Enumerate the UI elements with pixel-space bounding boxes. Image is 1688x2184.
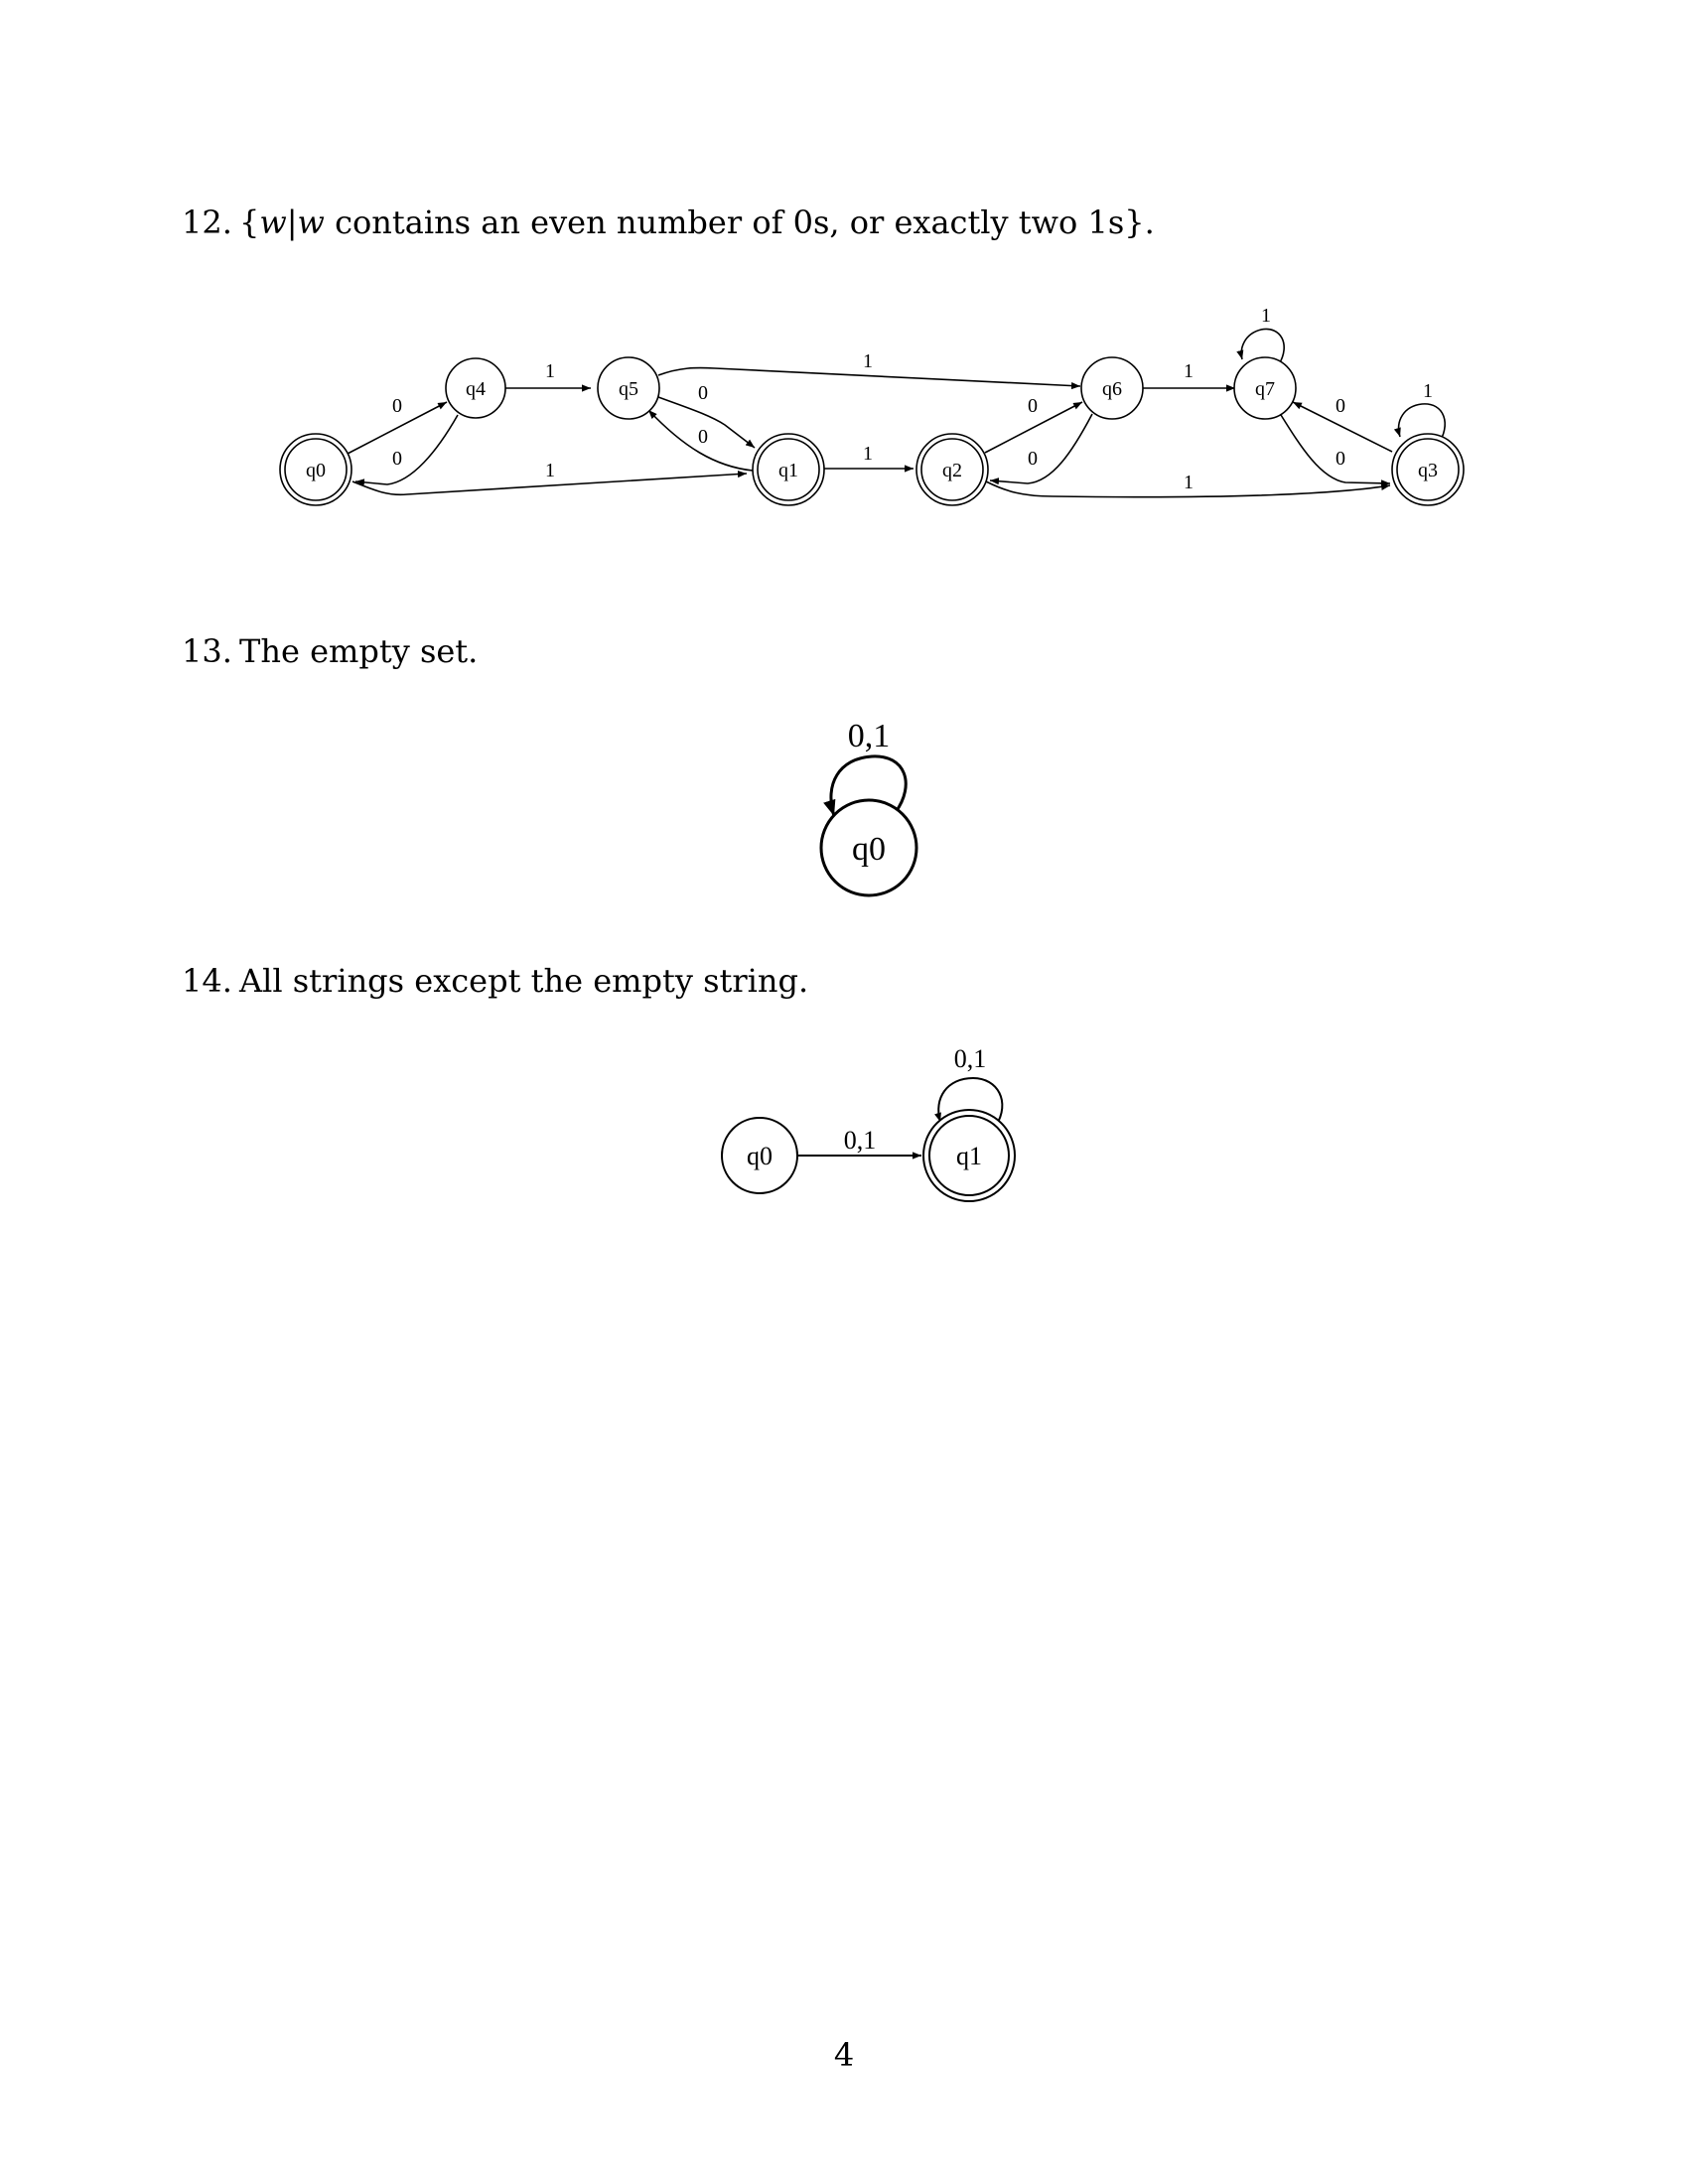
problem-13-text: The empty set. — [239, 632, 479, 670]
problem-12-number: 12. — [182, 204, 232, 241]
edge-label-q4-q5: 1 — [545, 360, 555, 382]
edge-label-q3-q7: 0 — [1336, 395, 1345, 417]
edge-label-q1-q2: 1 — [863, 443, 873, 465]
state-label-q0-14: q0 — [747, 1142, 773, 1170]
state-label-q0-13: q0 — [852, 831, 886, 868]
problem-12-var-w: w — [259, 204, 287, 241]
state-label-q6: q6 — [1102, 378, 1122, 400]
state-label-q5: q5 — [619, 378, 638, 400]
edge-label-q7-q7: 1 — [1261, 305, 1271, 327]
problem-12-brace-open: { — [239, 204, 260, 241]
edge-label-q0-q4: 0 — [392, 395, 402, 417]
state-label-q1: q1 — [778, 460, 798, 481]
edge-label-q3-q3: 1 — [1423, 380, 1433, 402]
edge-label-q6-q7: 1 — [1184, 360, 1194, 382]
edge-label-q6-q2: 0 — [1028, 448, 1038, 470]
state-label-q0: q0 — [306, 460, 326, 481]
problem-14-text: All strings except the empty string. — [239, 962, 809, 1000]
edge-label-q0-q1-14: 0,1 — [843, 1126, 877, 1155]
state-label-q1-14: q1 — [956, 1142, 982, 1170]
problem-13-number: 13. — [182, 632, 232, 670]
edge-label-q0-q0-13: 0,1 — [847, 718, 891, 754]
edge-label-q1-q5: 0 — [698, 426, 708, 448]
state-label-q7: q7 — [1255, 378, 1275, 400]
problem-12-separator: | — [286, 204, 298, 241]
problem-14-number: 14. — [182, 962, 232, 1000]
state-label-q4: q4 — [466, 378, 486, 400]
edge-label-q2-q6: 0 — [1028, 395, 1038, 417]
edge-label-q4-q0: 0 — [392, 448, 402, 470]
edge-label-q7-q3: 0 — [1336, 448, 1345, 470]
edge-label-q2-q3: 1 — [1184, 472, 1194, 493]
edge-label-q5-q6: 1 — [863, 350, 873, 372]
edge-label-q1-q1-14: 0,1 — [953, 1044, 987, 1073]
state-label-q2: q2 — [942, 460, 962, 481]
page-number: 4 — [833, 2036, 855, 2074]
problem-12-text: contains an even number of 0s, or exactly two 1s}. — [324, 204, 1155, 241]
problem-12-var-w2: w — [297, 204, 325, 241]
edge-label-q5-q1: 0 — [698, 382, 708, 404]
edge-label-q0-q1: 1 — [545, 460, 555, 481]
state-label-q3: q3 — [1418, 460, 1438, 481]
